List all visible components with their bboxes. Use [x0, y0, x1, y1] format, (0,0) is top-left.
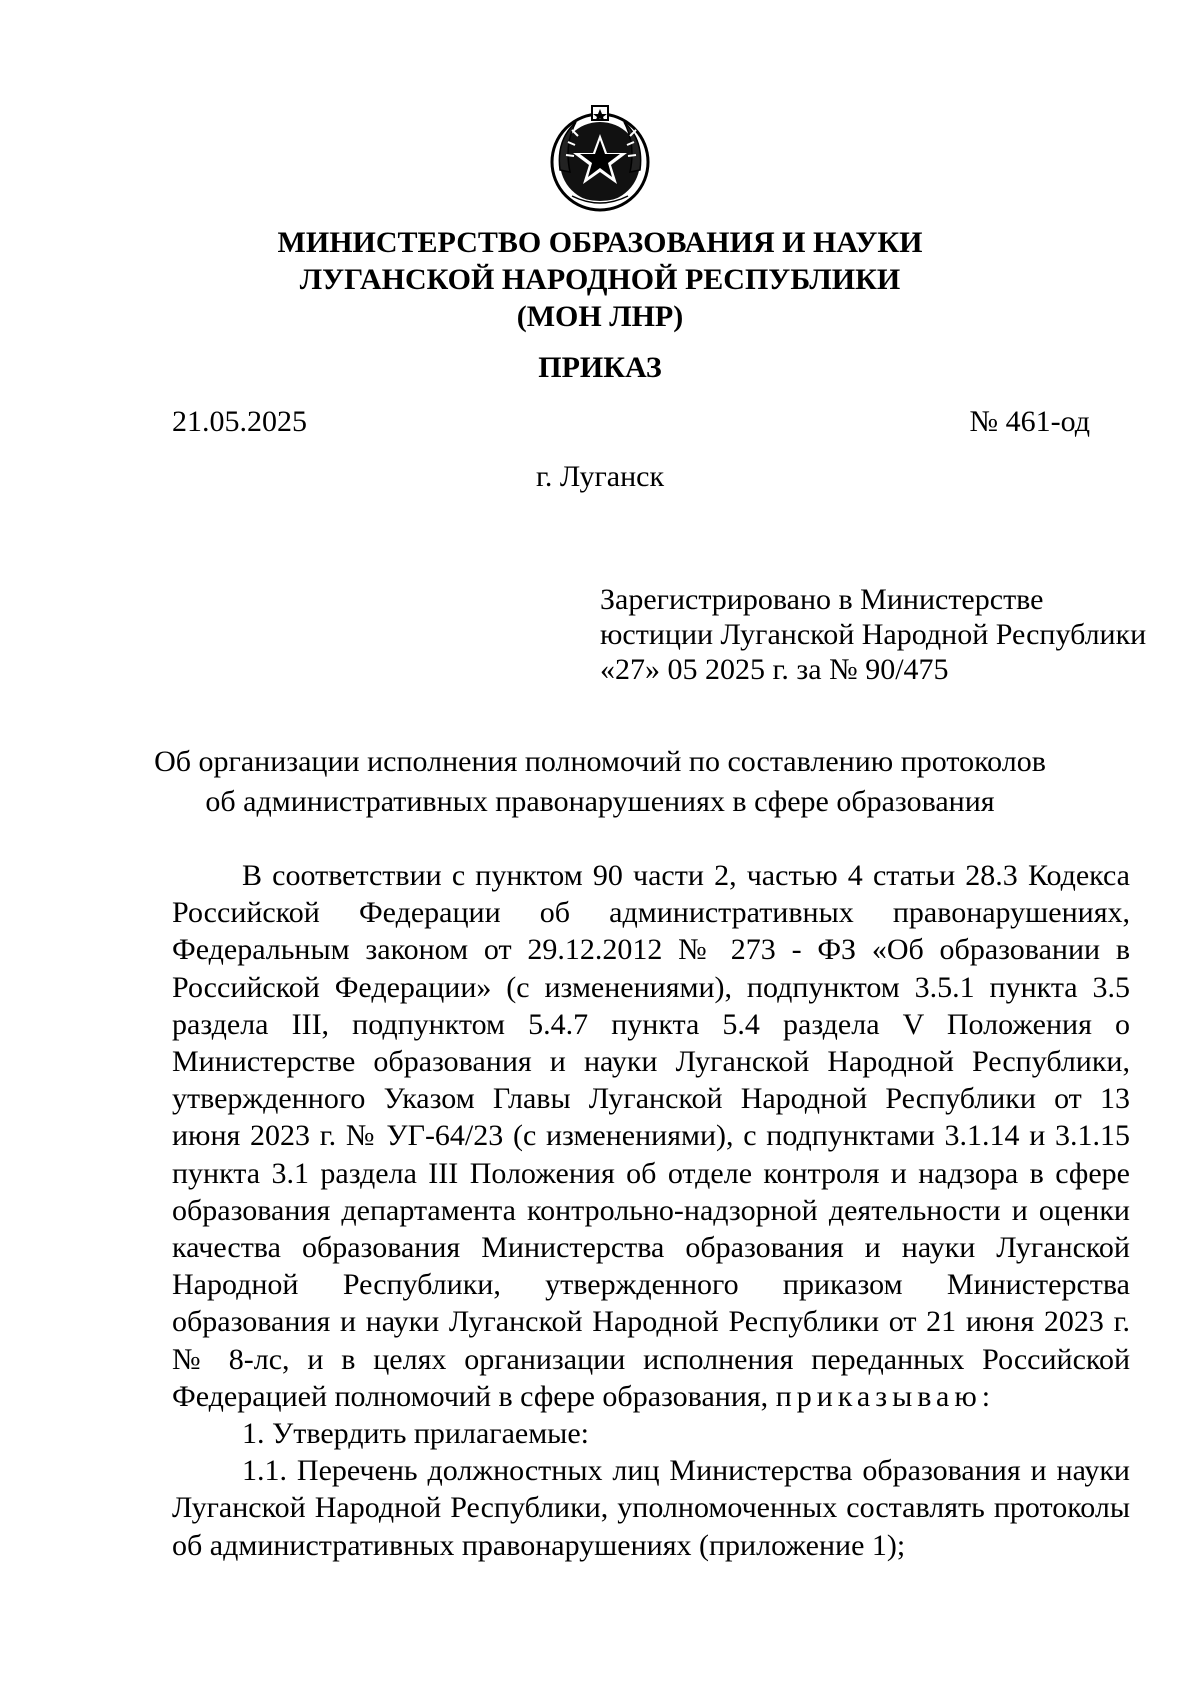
ministry-abbreviation: (МОН ЛНР)	[516, 300, 684, 333]
registration-stamp	[600, 582, 1146, 687]
order-date: 21.05.2025	[172, 405, 307, 438]
body-paragraph-item-1: 1. Утвердить прилагаемые:	[242, 1417, 589, 1451]
order-subject	[0, 742, 1200, 822]
coat-of-arms-emblem	[542, 100, 658, 216]
subject-line1: Об организации исполнения полномочий по составлению протоколов	[154, 745, 1046, 778]
ministry-name-line1: МИНИСТЕРСТВО ОБРАЗОВАНИЯ И НАУКИ	[277, 226, 923, 259]
registration-line1: Зарегистрировано в Министерстве	[600, 583, 1044, 616]
registration-line3: «27» 05 2025 г. за № 90/475	[600, 653, 949, 686]
order-city: г. Луганск	[535, 460, 665, 493]
ministry-name-line2: ЛУГАНСКОЙ НАРОДНОЙ РЕСПУБЛИКИ	[299, 263, 901, 296]
registration-line2: юстиции Луганской Народной Республики	[600, 618, 1147, 651]
order-body	[172, 857, 1130, 1564]
body-paragraph-item-1-1: 1.1. Перечень должностных лиц Министерства образования и науки Луганской Народной Республики, уполномоченных составлять протоколы об административных правонарушениях (приложение 1);	[172, 1454, 1130, 1562]
ministry-header	[0, 224, 1200, 335]
subject-line2: об административных правонарушениях в сфере образования	[205, 785, 995, 818]
order-number: № 461-од	[969, 405, 1090, 438]
preamble-text: В соответствии с пунктом 90 части 2, частью 4 статьи 28.3 Кодекса Российской Федерации об административных правонарушениях, Федеральным законом от 29.12.2012 № 273 - ФЗ «Об образовании в Российской Федерации» (с изменениями), подпунктом 3.5.1 пункта 3.5 раздела III, подпунктом 5.4.7 пункта 5.4 раздела V Положения о Министерстве образования и науки Луганской Народной Республики, утвержденного Указом Главы Луганской Народной Республики от 13 июня 2023 г. № УГ-64/23 (с изменениями), с подпунктами 3.1.14 и 3.1.15 пункта 3.1 раздела III Положения об отделе контроля и надзора в сфере образования департамента контрольно-надзорной деятельности и оценки качества образования Министерства образования и науки Луганской Народной Республики, утвержденного приказом Министерства образования и науки Луганской Народной Республики от 21 июня 2023 г. № 8-лс, и в целях организации исполнения переданных Российской Федерацией полномочий в сфере образования,	[172, 859, 1130, 1413]
body-paragraph-preamble	[172, 857, 1130, 1415]
decree-word: приказываю:	[775, 1379, 996, 1413]
order-title: ПРИКАЗ	[538, 351, 662, 384]
